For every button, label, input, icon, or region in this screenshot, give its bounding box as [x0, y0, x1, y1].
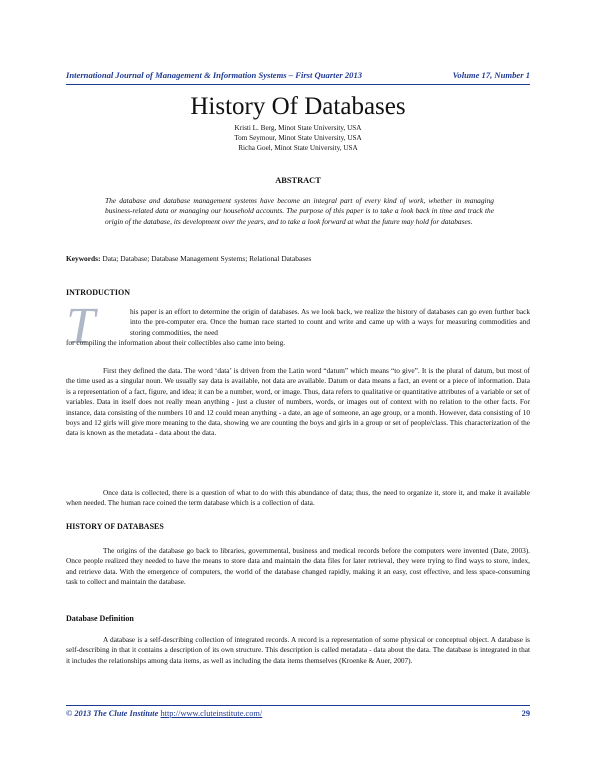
- author-line: Kristi L. Berg, Minot State University, USA: [234, 124, 362, 132]
- keywords-text: Data; Database; Database Management Systems; Relational Databases: [102, 254, 312, 263]
- publisher-link[interactable]: http://www.cluteinstitute.com/: [160, 709, 263, 718]
- paragraph-text: The origins of the database go back to libraries, governmental, business and medical records before the computers were invented (Date, 2003). Once people realized they needed to have the means to store data and maintain the data files for later retrieval, they were trying to find ways to store, index, and retrieve data. With the emergence of computers, the world of the database changed rapidly, making it an easy, cost effective, and less space-consuming task to collect and maintain the database.: [66, 546, 530, 587]
- author-line: Richa Goel, Minot State University, USA: [238, 144, 358, 153]
- paper-title: History Of Databases: [190, 93, 406, 120]
- section-heading-definition: Database Definition: [66, 614, 134, 623]
- paragraph-text: A database is a self-describing collection of integrated records. A record is a representation of some physical or conceptual object. A database is self-describing in that it contains a description of its own structure. This description is called metadata - data about the data. The database is integrated in that it includes the relationships among data items, as well as including the data items themselves (Kroenke & Auer, 2007).: [66, 635, 530, 665]
- abstract-text: The database and database management systems have become an integral part of every kind of work, whether in managing business-related data or managing our household accounts. The purpose of this paper is to take a look back in time and track the origin of the database, its development over the years, and to take a look forward at what the future may hold for databases.: [105, 196, 494, 226]
- intro-paragraph-1: [66, 307, 530, 349]
- page-number: 29: [521, 709, 530, 718]
- paragraph-text: Once data is collected, there is a question of what to do with this abundance of data; thus, the need to organize it, store it, and make it available when needed. The human race coined the term database which is a collection of data.: [66, 488, 530, 508]
- page-footer: [66, 709, 530, 723]
- section-heading-history: HISTORY OF DATABASES: [66, 522, 164, 531]
- journal-name: International Journal of Management & Information Systems – First Quarter 2013: [66, 70, 363, 80]
- keywords-label: Keywords:: [66, 254, 101, 263]
- intro-first-tail: for compiling the information about their collectibles also came into being.: [66, 338, 286, 348]
- paragraph-text: First they defined the data. The word ‘data’ is driven from the Latin word “datum” which means “to give”. It is the plural of datum, but most of the time used as a singular noun. We usually say data is available, not data are available. Datum or data means a fact, an event or a piece of information. Data is a representation of a fact, figure, and idea; it can be a number, word, or image. Thus, data refers to qualitative or quantitative attributes of a variable or set of variables. Data in itself does not really mean anything - just a cluster of numbers, words, or images out of context with no relation to the other facts. For instance, data consisting of the numbers 10 and 12 could mean anything - a date, an age of someone, an age group, or a month. However, data consisting of 10 boys and 12 girls will give more meaning to the data, showing we are counting the boys and girls in a group or set of people/class. This characterization of the data is known as the metadata - data about the data.: [66, 366, 530, 438]
- intro-first-lines: his paper is an effort to determine the origin of databases. As we look back, we realize the history of databases can go even further back into the pre-computer era. Once the human race started to count and write and came up with a ways for measuring commodities and storing commodities, the need: [130, 307, 530, 337]
- running-header: [66, 70, 530, 84]
- intro-paragraph-2: [66, 366, 530, 439]
- drop-cap: T: [66, 298, 95, 355]
- volume-number: Volume 17, Number 1: [452, 70, 530, 80]
- history-paragraph-1: [66, 546, 530, 588]
- abstract-heading: ABSTRACT: [275, 176, 321, 185]
- definition-paragraph-1: [66, 635, 530, 666]
- keywords: [66, 254, 530, 263]
- header-rule: [66, 84, 530, 85]
- footer-rule: [66, 705, 530, 706]
- author-line: Tom Seymour, Minot State University, USA: [234, 134, 362, 143]
- author-list: [66, 123, 530, 154]
- copyright-text: © 2013 The Clute Institute: [66, 709, 159, 718]
- section-heading-introduction: INTRODUCTION: [66, 288, 131, 297]
- intro-paragraph-3: [66, 488, 530, 509]
- footer-copyright: [66, 709, 262, 718]
